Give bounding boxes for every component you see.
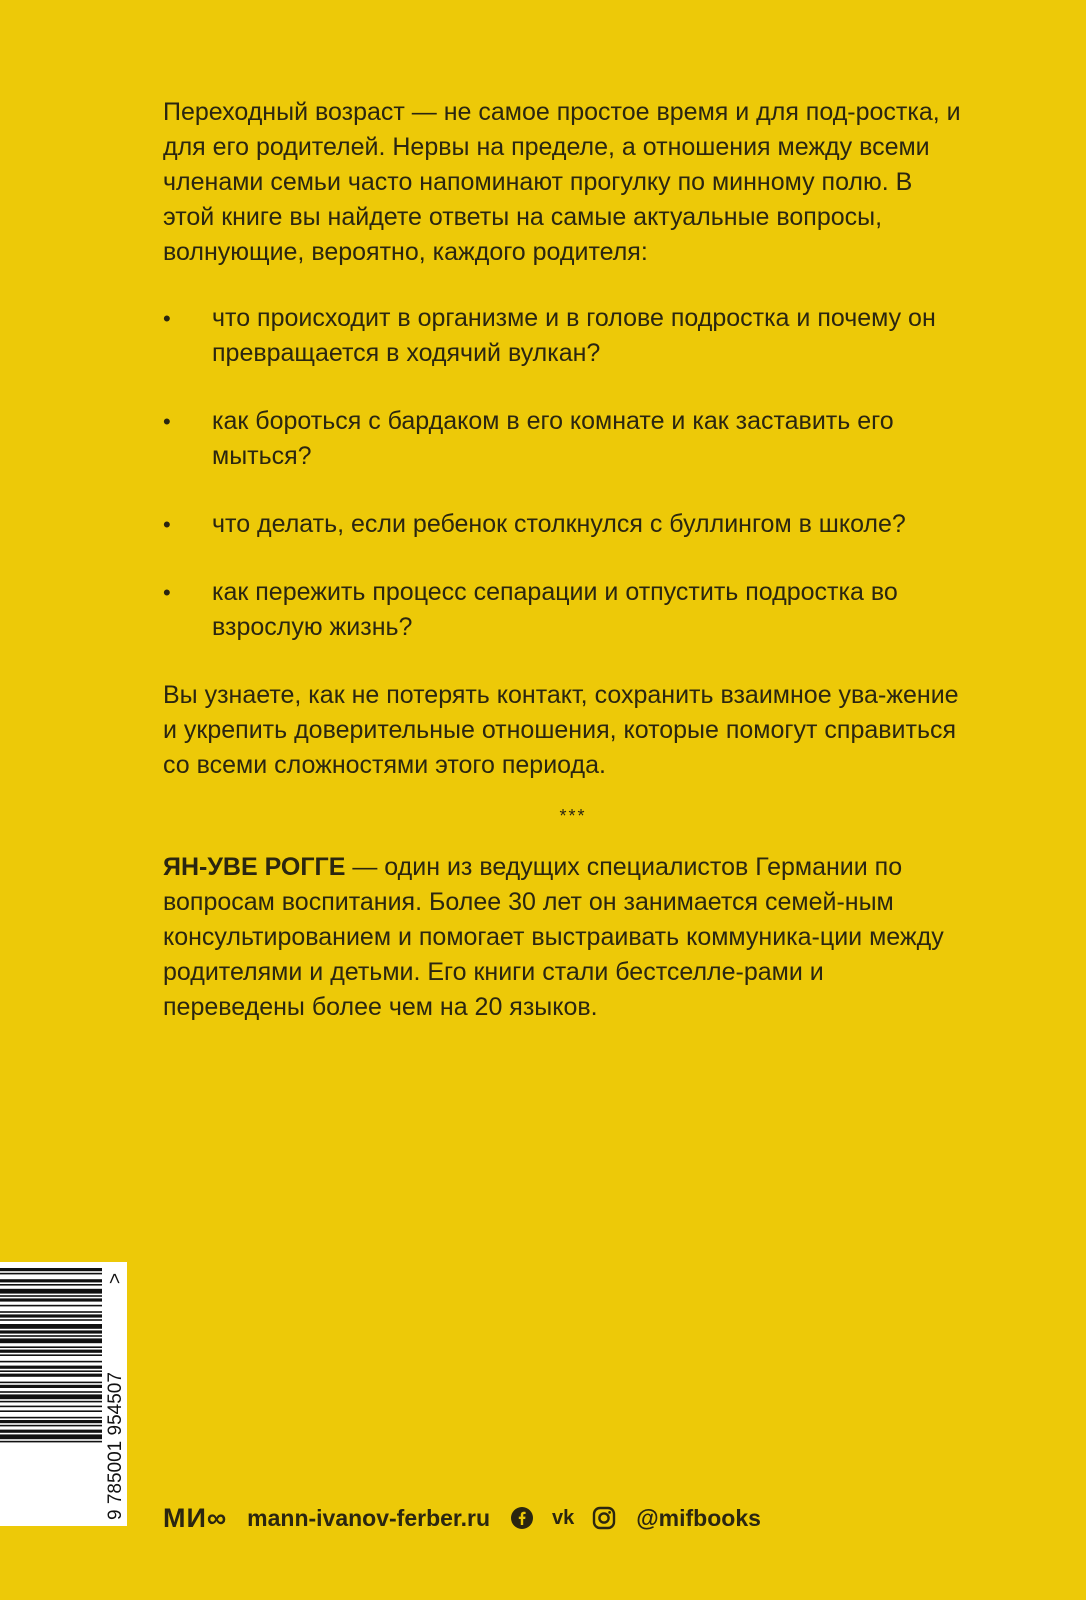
barcode-bar	[0, 1330, 102, 1333]
list-item-text: что делать, если ребенок столкнулся с буллингом в школе?	[212, 510, 906, 538]
barcode-digits: 9 785001 954507	[105, 1372, 126, 1520]
barcode-bar	[0, 1289, 102, 1294]
author-paragraph	[163, 850, 963, 1025]
barcode-bar	[0, 1319, 102, 1321]
barcode-bar	[0, 1314, 102, 1317]
list-item-text: что происходит в организме и в голове подростка и почему он превращается в ходячий вулкан?	[212, 304, 936, 367]
barcode-bar	[0, 1434, 102, 1439]
barcode-arrow: >	[105, 1272, 126, 1284]
barcode-bar	[0, 1430, 102, 1433]
barcode-bar	[0, 1273, 102, 1275]
question-list	[163, 301, 963, 645]
barcode-bar	[0, 1350, 102, 1353]
barcode-bar	[0, 1279, 102, 1282]
barcode-bar	[0, 1268, 102, 1271]
barcode-bar	[0, 1346, 102, 1348]
social-handle[interactable]: @mifbooks	[636, 1504, 761, 1531]
section-separator: ***	[559, 806, 587, 826]
barcode-bar	[0, 1305, 102, 1307]
barcode-bar	[0, 1354, 102, 1356]
barcode-bar	[0, 1361, 102, 1363]
barcode-bar	[0, 1394, 102, 1399]
barcode-bar	[0, 1324, 102, 1329]
bullet-marker: •	[163, 580, 171, 605]
list-item	[163, 404, 963, 474]
barcode-bar	[0, 1311, 102, 1313]
isbn-barcode	[0, 1262, 127, 1526]
instagram-icon[interactable]	[592, 1506, 616, 1530]
facebook-icon[interactable]	[510, 1506, 534, 1530]
barcode-bar	[0, 1406, 102, 1408]
barcode-bar	[0, 1410, 102, 1412]
website-link[interactable]: mann-ivanov-ferber.ru	[247, 1504, 490, 1531]
barcode-bar	[0, 1284, 102, 1286]
barcode-bar	[0, 1391, 102, 1393]
author-bio: — один из ведущих специалистов Германии по вопросам воспитания. Более 30 лет он занимается семей-ным консультированием и помогает выстраивать коммуника-ции между родителями и детьми. Его книги стали бестселле-рами и переведены более чем на 20 языков.	[163, 853, 944, 1021]
list-item-text: как пережить процесс сепарации и отпустить подростка во взрослую жизнь?	[212, 578, 898, 641]
back-cover-text	[163, 95, 963, 1025]
bullet-marker: •	[163, 512, 171, 537]
barcode-bar	[0, 1417, 102, 1419]
publisher-footer	[163, 1500, 761, 1536]
barcode-bar	[0, 1374, 102, 1377]
barcode-bar	[0, 1298, 102, 1301]
barcode-bar	[0, 1370, 102, 1372]
list-item-text: как бороться с бардаком в его комнате и как заставить его мыться?	[212, 407, 894, 470]
barcode-bar	[0, 1366, 102, 1369]
barcode-bar	[0, 1338, 102, 1343]
vk-label: vk	[552, 1506, 575, 1529]
list-item	[163, 575, 963, 645]
vk-icon[interactable]	[552, 1507, 574, 1530]
barcode-bar	[0, 1295, 102, 1297]
barcode-bar	[0, 1382, 102, 1384]
list-item	[163, 301, 963, 371]
outro-paragraph: Вы узнаете, как не потерять контакт, сохранить взаимное ува-жение и укрепить доверительные отношения, которые помогут справиться со всеми сложностями этого периода.	[163, 681, 959, 779]
list-item	[163, 507, 963, 542]
barcode-bar	[0, 1335, 102, 1337]
barcode-bar	[0, 1425, 102, 1427]
barcode-bar	[0, 1401, 102, 1403]
bullet-marker: •	[163, 306, 171, 331]
intro-paragraph: Переходный возраст — не самое простое время и для под-ростка, и для его родителей. Нервы на пределе, а отношения между всеми членами семьи часто напоминают прогулку по минному полю. В этой книге вы найдете ответы на самые актуальные вопросы, волнующие, вероятно, каждого родителя:	[163, 98, 961, 266]
author-name: ЯН-УВЕ РОГГЕ	[163, 853, 346, 881]
barcode-bar	[0, 1420, 102, 1423]
publisher-logo: МИ∞	[163, 1502, 228, 1533]
barcode-bar	[0, 1385, 102, 1388]
barcode-bar	[0, 1441, 102, 1443]
bullet-marker: •	[163, 409, 171, 434]
